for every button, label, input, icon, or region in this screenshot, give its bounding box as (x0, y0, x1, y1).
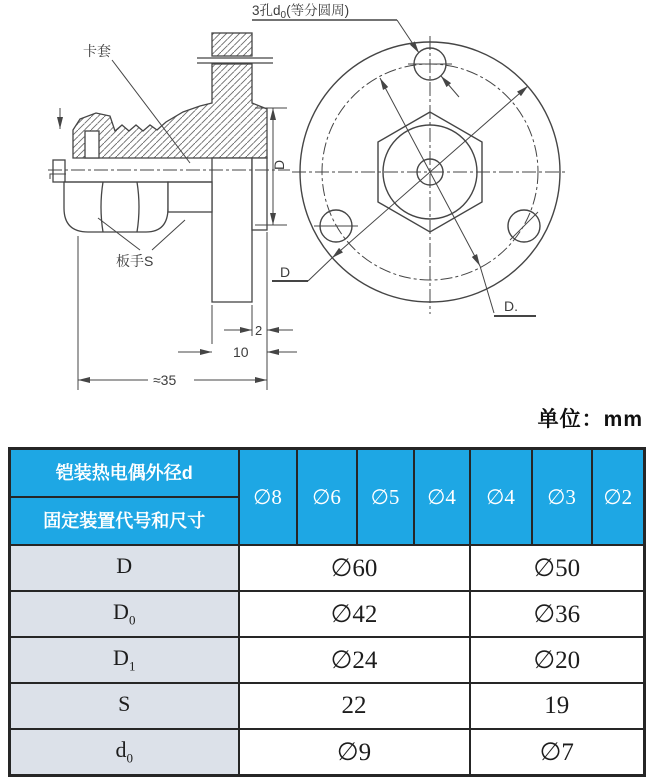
probe-tube (53, 160, 65, 182)
dim-35-label: ≈35 (153, 372, 177, 388)
wrench-label: 板手S (116, 253, 154, 269)
body-section (73, 64, 267, 158)
row-label: $D_0$ (10, 591, 239, 637)
col-header-d2: ∅2 (592, 449, 645, 546)
table-row-D (10, 545, 645, 591)
value-cell: ∅36 (470, 591, 645, 637)
hex-nut (64, 182, 168, 232)
header-label-cell (10, 449, 239, 546)
collar (168, 182, 212, 212)
col-header-d4a: ∅4 (414, 449, 470, 546)
flange-plate (212, 158, 252, 302)
value-cell: 19 (470, 683, 645, 729)
value-cell: ∅42 (239, 591, 470, 637)
row-label: $d_0$ (10, 729, 239, 775)
col-header-d3: ∅3 (532, 449, 592, 546)
unit-note: 单位：mm (537, 408, 643, 431)
value-cell: ∅9 (239, 729, 470, 775)
header-line-1: 铠装热电偶外径d (11, 450, 238, 498)
hub (252, 158, 267, 230)
table-row-D1 (10, 637, 645, 683)
row-label: S (10, 683, 239, 729)
col-header-d5: ∅5 (357, 449, 414, 546)
value-cell: 22 (239, 683, 470, 729)
spec-table (8, 447, 646, 777)
front-flange-view (292, 36, 568, 314)
side-section-view (48, 33, 290, 302)
header-row (10, 449, 645, 546)
stub-cap (212, 33, 252, 56)
value-cell: ∅50 (470, 545, 645, 591)
col-header-d6: ∅6 (297, 449, 357, 546)
value-cell: ∅7 (470, 729, 645, 775)
value-cell: ∅24 (239, 637, 470, 683)
front-dim-right-label: D. (504, 298, 518, 314)
table-row-D0 (10, 591, 645, 637)
front-dimensions (252, 20, 536, 316)
table-row-d0 (10, 729, 645, 775)
col-header-d4b: ∅4 (470, 449, 532, 546)
dim-10-label: 10 (233, 344, 249, 360)
holes-note: 3孔$d_0$(等分圆周) (252, 3, 350, 21)
dim-d-side-label: D (271, 159, 287, 170)
header-line-2: 固定装置代号和尺寸 (43, 511, 206, 531)
value-cell: ∅60 (239, 545, 470, 591)
ferrule-label: 卡套 (83, 43, 111, 59)
row-label: D (10, 545, 239, 591)
ferrule-pocket (85, 131, 99, 158)
col-header-d8: ∅8 (239, 449, 297, 546)
front-dim-left-label: D (280, 264, 291, 280)
dim-2-label: 2 (255, 323, 263, 338)
value-cell: ∅20 (470, 637, 645, 683)
row-label: $D_1$ (10, 637, 239, 683)
table-row-S (10, 683, 645, 729)
